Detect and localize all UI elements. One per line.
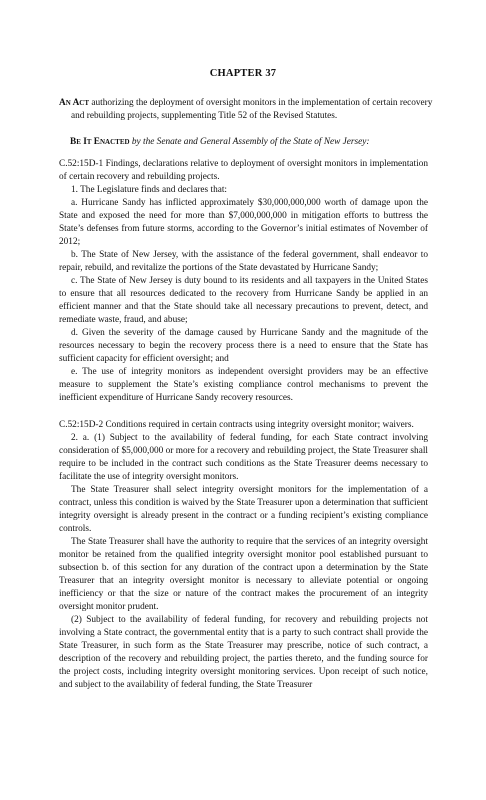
paragraph-1c: c. The State of New Jersey is duty bound to its residents and all taxpayers in the United States to ensure that all resources dedicated to the recovery from Hurricane Sandy be applied in an efficient manner and that the State should take all necessary precautions to prevent, detect, and remediate waste, fraud, and abuse; (59, 276, 428, 325)
act-lead: An Act (59, 98, 90, 108)
paragraph-2-selection: The State Treasurer shall select integrity oversight monitors for the implementation of a contract, unless this condition is waived by the State Treasurer upon a determination that sufficient integrity oversight is already present in the contract or a funding recipient’s existing compliance controls. (59, 485, 428, 534)
section-heading-1: C.52:15D-1 Findings, declarations relative to deployment of oversight monitors in implementation of certain recovery and rebuilding projects. (59, 159, 428, 182)
chapter-heading: CHAPTER 37 (209, 68, 277, 79)
act-title (59, 97, 442, 123)
section-heading-2: C.52:15D-2 Conditions required in certain contracts using integrity oversight monitor; waivers. (59, 420, 414, 430)
enact-lead: Be It Enacted (70, 137, 130, 147)
paragraph-1d: d. Given the severity of the damage caused by Hurricane Sandy and the magnitude of the resources necessary to begin the recovery process there is a need to ensure that the State has sufficient capacity for efficient oversight; and (59, 328, 428, 364)
paragraph-2-authority: The State Treasurer shall have the authority to require that the services of an integrity oversight monitor be retained from the qualified integrity oversight monitor pool established pursuant to subsection b. of this section for any duration of the contract upon a determination by the State Treasurer that an integrity oversight monitor is necessary to alleviate potential or ongoing inefficiency or that the size or nature of the contract makes the procurement of an integrity oversight monitor prudent. (59, 537, 428, 612)
paragraph-1: 1. The Legislature finds and declares that: (71, 185, 228, 195)
paragraph-1b: b. The State of New Jersey, with the assistance of the federal government, shall endeavor to repair, rebuild, and revitalize the portions of the State devastated by Hurricane Sandy; (59, 250, 428, 273)
act-text: authorizing the deployment of oversight monitors in the implementation of certain recovery and rebuilding projects, supplementing Title 52 of the Revised Statutes. (71, 98, 433, 121)
paragraph-1e: e. The use of integrity monitors as independent oversight providers may be an effective measure to supplement the State’s existing compliance control mechanisms to prevent the inefficient expenditure of Hurricane Sandy recovery resources. (59, 367, 428, 403)
paragraph-1a: a. Hurricane Sandy has inflicted approximately $30,000,000,000 worth of damage upon the State and exposed the need for more than $7,000,000,000 in mitigation efforts to buttress the State’s defenses from future storms, according to the Governor’s initial estimates of November of 2012; (59, 198, 428, 247)
statute-body (59, 158, 428, 692)
enact-text: by the Senate and General Assembly of the State of New Jersey: (131, 137, 370, 147)
enacting-clause (70, 136, 430, 149)
paragraph-2a2: (2) Subject to the availability of federal funding, for recovery and rebuilding projects not involving a State contract, the governmental entity that is a party to such contract shall provide the State Treasurer, in such form as the State Treasurer may prescribe, notice of such contract, a description of the recovery and rebuilding project, the parties thereto, and the funding source for the project costs, including integrity oversight monitoring services. Upon receipt of such notice, and subject to the availability of federal funding, the State Treasurer (59, 615, 428, 690)
paragraph-2a1: 2. a. (1) Subject to the availability of federal funding, for each State contract involving consideration of $5,000,000 or more for a recovery and rebuilding project, the State Treasurer shall require to be included in the contract such conditions as the State Treasurer deems necessary to facilitate the use of integrity oversight monitors. (59, 433, 428, 482)
